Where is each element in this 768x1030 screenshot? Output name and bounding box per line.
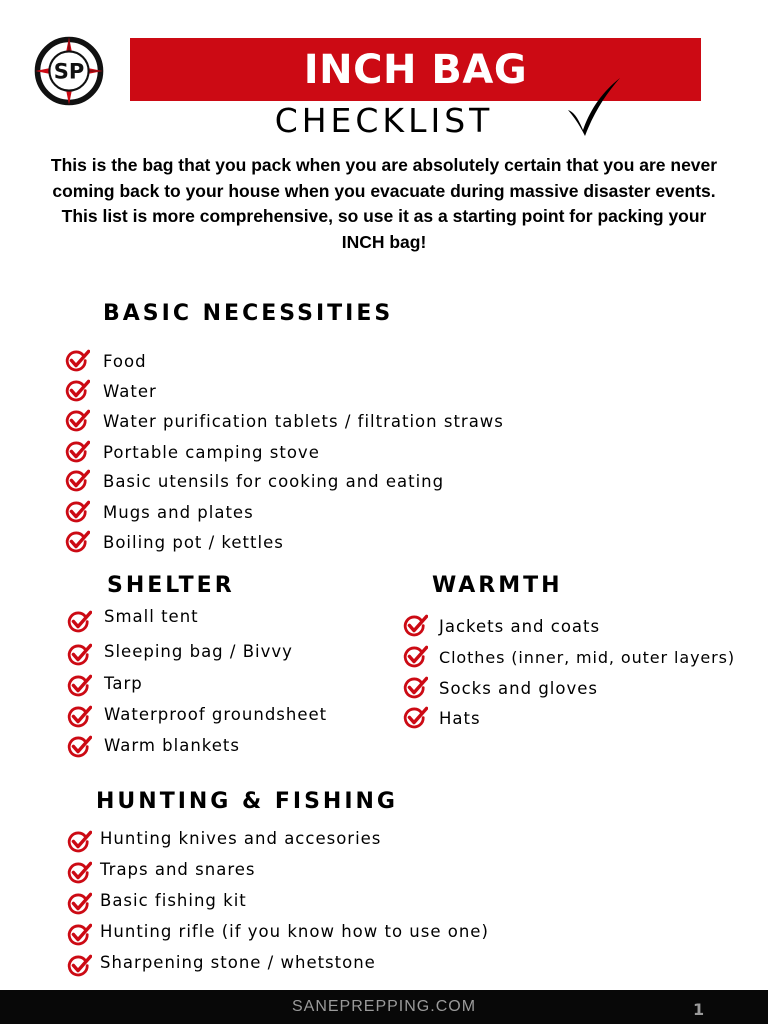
check-circle-icon xyxy=(66,953,92,979)
check-circle-icon xyxy=(66,609,92,635)
item-label: Sharpening stone / whetstone xyxy=(100,952,376,972)
list-item xyxy=(64,407,504,435)
list-item xyxy=(64,377,157,405)
item-label: Water purification tablets / filtration straws xyxy=(103,411,504,431)
list-item xyxy=(66,859,256,887)
section-heading-basic: BASIC NECESSITIES xyxy=(103,301,394,326)
list-item xyxy=(66,921,489,949)
list-item xyxy=(66,703,327,731)
list-item xyxy=(66,672,143,700)
list-item xyxy=(66,952,376,980)
item-label: Hats xyxy=(439,708,481,728)
item-label: Basic fishing kit xyxy=(100,890,247,910)
check-circle-icon xyxy=(66,860,92,886)
check-circle-icon xyxy=(66,922,92,948)
list-item xyxy=(64,438,320,466)
check-circle-icon xyxy=(402,613,428,639)
check-circle-icon xyxy=(66,891,92,917)
page-number: 1 xyxy=(693,1000,705,1019)
list-item xyxy=(64,498,254,526)
item-label: Hunting rifle (if you know how to use one) xyxy=(100,921,489,941)
list-item xyxy=(66,641,293,669)
list-item xyxy=(402,643,735,671)
list-item xyxy=(64,347,147,375)
item-label: Water xyxy=(103,381,157,401)
list-item xyxy=(66,890,247,918)
list-item xyxy=(402,704,481,732)
check-circle-icon xyxy=(66,704,92,730)
item-label: Waterproof groundsheet xyxy=(104,704,328,724)
check-circle-icon xyxy=(64,529,90,555)
list-item xyxy=(66,828,381,856)
check-circle-icon xyxy=(402,644,428,670)
check-circle-icon xyxy=(66,829,92,855)
footer-website: SANEPREPPING.COM xyxy=(291,998,477,1015)
footer-bar xyxy=(0,990,768,1024)
list-item xyxy=(64,528,284,556)
check-circle-icon xyxy=(66,734,92,760)
page-subtitle: CHECKLIST xyxy=(274,101,494,140)
item-label: Traps and snares xyxy=(100,859,256,879)
page-title: INCH BAG xyxy=(303,46,528,93)
saneprepping-logo xyxy=(34,36,104,106)
check-circle-icon xyxy=(64,348,90,374)
item-label: Jackets and coats xyxy=(439,616,601,636)
check-circle-icon xyxy=(64,408,90,434)
item-label: Small tent xyxy=(104,606,199,626)
check-circle-icon xyxy=(64,499,90,525)
list-item xyxy=(64,467,444,495)
item-label: Tarp xyxy=(104,673,143,693)
check-circle-icon xyxy=(66,673,92,699)
check-circle-icon xyxy=(64,468,90,494)
big-checkmark-icon xyxy=(566,76,622,138)
list-item xyxy=(402,674,598,702)
item-label: Sleeping bag / Bivvy xyxy=(104,641,293,661)
check-circle-icon xyxy=(402,675,428,701)
section-heading-warmth: WARMTH xyxy=(432,573,563,598)
item-label: Portable camping stove xyxy=(103,442,320,462)
logo-text: SP xyxy=(53,59,85,84)
section-heading-shelter: SHELTER xyxy=(107,573,235,598)
item-label: Clothes (inner, mid, outer layers) xyxy=(439,647,736,667)
item-label: Socks and gloves xyxy=(439,678,598,698)
check-circle-icon xyxy=(402,705,428,731)
check-circle-icon xyxy=(64,378,90,404)
item-label: Warm blankets xyxy=(104,735,240,755)
check-circle-icon xyxy=(66,642,92,668)
item-label: Mugs and plates xyxy=(103,502,254,522)
item-label: Hunting knives and accesories xyxy=(100,828,382,848)
item-label: Boiling pot / kettles xyxy=(103,532,284,552)
list-item xyxy=(66,733,240,761)
item-label: Food xyxy=(103,351,147,371)
check-circle-icon xyxy=(64,439,90,465)
list-item xyxy=(66,608,199,636)
section-heading-hunting: HUNTING & FISHING xyxy=(96,789,398,814)
intro-paragraph: This is the bag that you pack when you are absolutely certain that you are never coming back to your house when you evacuate during massive disaster events. This list is more comprehensive, so use it as a starting point for packing your INCH bag! xyxy=(50,155,718,252)
item-label: Basic utensils for cooking and eating xyxy=(103,471,445,491)
list-item xyxy=(402,612,600,640)
